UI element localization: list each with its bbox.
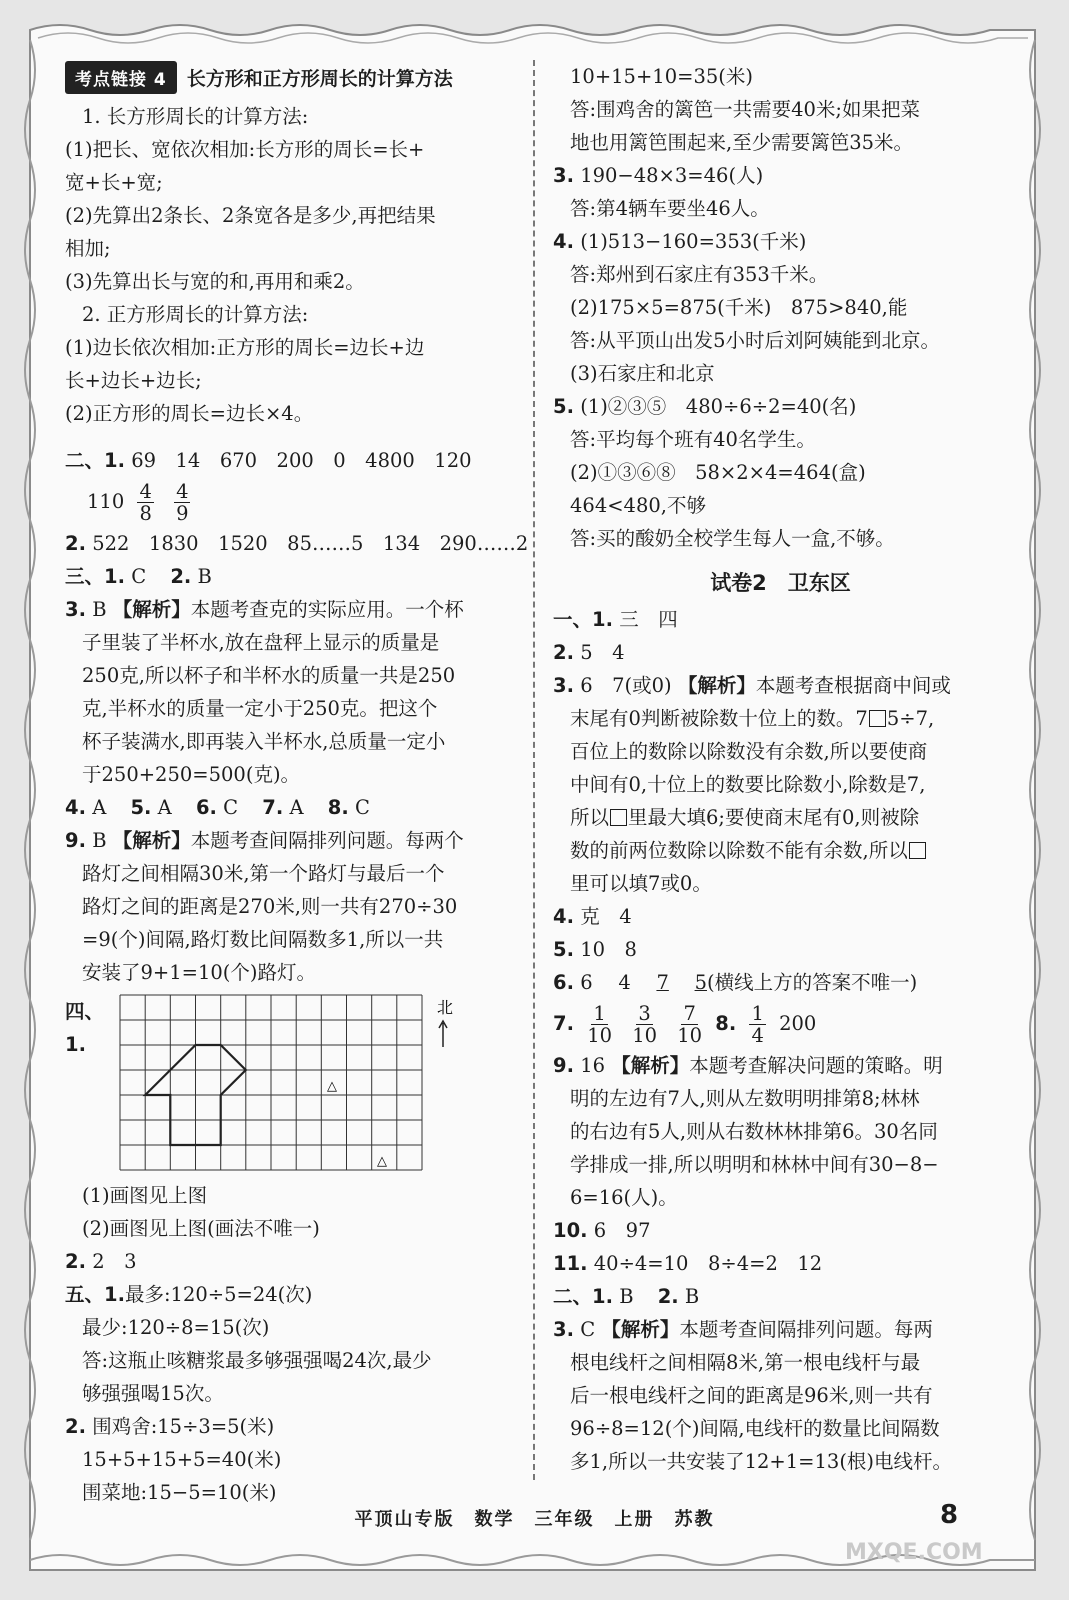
answer-line: 够强强喝15次。 [82,1382,224,1405]
answer-4-2 [65,1245,515,1278]
blank-box [909,842,926,859]
analysis-line: 杯子装满水,即再装入半杯水,总质量一定小 [82,730,446,753]
analysis-line: 安装了9+1=10(个)路灯。 [82,961,317,984]
question-number: 2. [553,641,574,664]
answer-r5 [553,390,1008,423]
analysis-line: 6=16(人)。 [570,1186,678,1209]
answer-text: 6 7(或0) [580,674,672,697]
analysis-tag: 【解析】 [112,829,191,852]
answer-text: 10 8 [580,938,637,961]
question-number: 2. [65,1250,86,1273]
question-number: 9. [65,829,86,852]
analysis-text: 本题考查间隔排列问题。每两个 [190,829,464,852]
paper-title: 试卷2 卫东区 [710,571,851,595]
answer-text: B [92,598,107,621]
triangle-mark: △ [327,1079,337,1094]
kd-line: 2. 正方形周长的计算方法: [82,303,309,326]
answer-text: 7 [656,971,669,994]
answer-p1 [553,603,1008,636]
fraction: $\frac{4}{8}$ [139,480,152,525]
analysis-text: 本题考查克的实际应用。一个杯 [190,598,464,621]
fraction: $\frac{4}{9}$ [176,480,189,525]
answer-line: 15+5+15+5=40(米) [82,1448,282,1471]
answer-line: 答:这瓶止咳糖浆最多够强强喝24次,最少 [82,1349,432,1372]
kd-line: 长+边长+边长; [65,369,202,392]
answer-line: (2)①③⑥⑧ 58×2×4=464(盒) [570,461,866,484]
analysis-text: 本题考查解决问题的策略。明 [689,1054,943,1077]
answer-text: (1)513−160=353(千米) [580,230,807,253]
question-number: 6. [553,971,574,994]
kd-line: (3)先算出长与宽的和,再用和乘2。 [65,270,365,293]
question-number: 7. [262,796,284,819]
question-number: 3. [553,674,574,697]
answer-p2 [553,636,1008,669]
question-number: 2. [170,565,192,588]
column-divider [533,60,535,1480]
answer-text: 4 [618,971,631,994]
question-number: 4. [553,905,574,928]
analysis-line: 末尾有0判断被除数十位上的数。7 5÷7, [570,707,935,730]
analysis-line: 百位上的数除以除数没有余数,所以要使商 [570,740,928,763]
page-footer: 平顶山专版 数学 三年级 上册 苏教 [354,1509,715,1530]
fraction: $\frac{3}{10}$ [632,1002,658,1047]
blank-box [610,809,627,826]
answer-line: (2)画图见上图(画法不唯一) [82,1217,320,1240]
analysis-line: 所以 里最大填6;要使商末尾有0,则被除 [570,806,920,829]
analysis-line: 子里装了半杯水,放在盘秤上显示的质量是 [82,631,440,654]
answer-text: 2 3 [92,1250,137,1273]
answer-line: 答:第4辆车要坐46人。 [570,197,770,220]
question-number: 8. [327,796,349,819]
answer-2-1 [65,444,515,477]
kd-line: (2)正方形的周长=边长×4。 [65,402,314,425]
question-number: 3. [553,1318,574,1341]
kd-line: 相加; [65,237,111,260]
answer-3-9 [65,824,515,857]
blank-box [869,710,886,727]
fraction: $\frac{1}{10}$ [587,1002,613,1047]
answer-3-3 [65,593,515,626]
left-column [65,60,529,1509]
question-number: 四、1. [65,1000,105,1056]
grid-figure [120,995,454,1175]
answer-text: C [580,1318,596,1341]
analysis-line: 里可以填7或0。 [570,872,712,895]
answer-q1 [553,1280,1008,1313]
question-number: 8. [715,1012,737,1035]
right-column [553,60,1008,1478]
answer-line: 地也用篱笆围起来,至少需要篱笆35米。 [570,131,914,154]
fraction: $\frac{7}{10}$ [677,1002,703,1047]
analysis-line: 于250+250=500(克)。 [82,763,301,786]
answer-line: 答:买的酸奶全校学生每人一盒,不够。 [570,527,895,550]
answer-text: C [354,796,370,819]
answer-line: 最少:120÷8=15(次) [82,1316,270,1339]
question-number: 11. [553,1252,588,1275]
answer-text: 190−48×3=46(人) [580,164,764,187]
analysis-tag: 【解析】 [112,598,191,621]
answer-text: B [197,565,212,588]
answer-p11 [553,1247,1008,1280]
answer-text: (1)②③⑤ 480÷6÷2=40(名) [580,395,857,418]
answer-text: C [223,796,239,819]
answer-text: 5 [694,971,707,994]
analysis-text: 本题考查间隔排列问题。每两 [679,1318,933,1341]
answer-text: 6 97 [593,1219,651,1242]
answer-3-1 [65,560,515,593]
analysis-line: =9(个)间隔,路灯数比间隔数多1,所以一共 [82,928,444,951]
question-number: 3. [553,164,574,187]
kd-line: 1. 长方形周长的计算方法: [82,105,309,128]
question-number: 10. [553,1219,588,1242]
page-number: 8 [940,1500,959,1530]
answer-r4 [553,225,1008,258]
answer-p3 [553,669,1008,702]
analysis-line: 明的左边有7人,则从左数明明排第8;林林 [570,1087,920,1110]
question-number: 一、1. [553,608,613,631]
answers-3-4-to-8 [65,791,515,824]
answer-text: 40÷4=10 8÷4=2 12 [593,1252,823,1275]
answer-p10 [553,1214,1008,1247]
answer-text: 围鸡舍:15÷3=5(米) [92,1415,275,1438]
question-number: 二、1. [65,449,125,472]
answer-text: 16 [580,1054,606,1077]
analysis-tag: 【解析】 [611,1054,690,1077]
analysis-line: 多1,所以一共安装了12+1=13(根)电线杆。 [570,1450,953,1473]
answer-note: (横线上方的答案不唯一) [706,971,918,994]
triangle-mark: △ [377,1154,387,1169]
answer-line: 464<480,不够 [570,494,706,517]
question-number: 5. [553,395,574,418]
answer-text: B [684,1285,700,1308]
question-number: 4. [65,796,86,819]
answer-text: 110 [87,490,125,513]
answer-line: 围菜地:15−5=10(米) [82,1481,277,1504]
answer-5-1 [65,1278,515,1311]
answer-text: B [92,829,107,852]
answer-text: 三 四 [619,608,678,631]
answer-text: C [131,565,147,588]
analysis-text: 本题考查根据商中间或 [755,674,951,697]
answer-text: 6 [580,971,593,994]
grid-drawing-answer [65,995,515,1175]
question-number: 2. [657,1285,679,1308]
kd-line: (1)把长、宽依次相加:长方形的周长=长+ [65,138,425,161]
answer-text: 5 4 [580,641,625,664]
analysis-line: 路灯之间相隔30米,第一个路灯与最后一个 [82,862,445,885]
analysis-line: 96÷8=12(个)间隔,电线杆的数量比间隔数 [570,1417,940,1440]
question-number: 6. [195,796,217,819]
knowledge-link-header [65,60,515,94]
question-number: 3. [65,598,86,621]
answer-line: (1)画图见上图 [82,1184,208,1207]
north-arrow-icon [439,1021,447,1047]
answer-text: 最多:120÷5=24(次) [124,1283,313,1306]
answer-text: 69 14 670 200 0 4800 120 [131,449,472,472]
question-number: 4. [553,230,574,253]
question-number: 2. [65,532,86,555]
question-number: 二、1. [553,1285,613,1308]
fraction: $\frac{1}{4}$ [751,1002,764,1047]
answer-2-2 [65,527,529,560]
answer-text: A [157,796,172,819]
answer-text: 200 [779,1012,817,1035]
answer-p4 [553,900,1008,933]
answer-text: A [92,796,107,819]
answer-r3 [553,159,1008,192]
analysis-line: 根电线杆之间相隔8米,第一根电线杆与最 [570,1351,921,1374]
analysis-line: 后一根电线杆之间的距离是96米,则一共有 [570,1384,933,1407]
answer-line: 答:围鸡舍的篱笆一共需要40米;如果把菜 [570,98,920,121]
analysis-line: 数的前两位数除以除数不能有余数,所以 [553,834,1008,867]
analysis-line: 中间有0,十位上的数要比除数小,除数是7, [570,773,926,796]
answer-2-1-cont [65,477,515,527]
analysis-line: 学排成一排,所以明明和林林中间有30−8− [570,1153,939,1176]
answer-line: 答:从平顶山出发5小时后刘阿姨能到北京。 [570,329,940,352]
analysis-line: 路灯之间的距离是270米,则一共有270÷30 [82,895,458,918]
answer-line: (3)石家庄和北京 [570,362,715,385]
analysis-line: 的右边有5人,则从右数林林排第6。30名同 [570,1120,938,1143]
answer-p5 [553,933,1008,966]
answer-line: (2)175×5=875(千米) 875>840,能 [570,296,908,319]
question-number: 9. [553,1054,574,1077]
question-number: 7. [553,1012,574,1035]
answer-line: 答:平均每个班有40名学生。 [570,428,816,451]
answer-q3 [553,1313,1008,1346]
answer-p6 [553,966,1008,999]
answer-text: B [619,1285,634,1308]
question-number: 五、1. [65,1283,125,1306]
question-number: 5. [553,938,574,961]
analysis-line: 250克,所以杯子和半杯水的质量一共是250 [82,664,456,687]
knowledge-link-badge: 考点链接 4 [65,61,177,94]
analysis-line: 克,半杯水的质量一定小于250克。把这个 [82,697,438,720]
kd-line: (2)先算出2条长、2条宽各是多少,再把结果 [65,204,436,227]
answer-text: 克 4 [580,905,632,928]
watermark: MXQE.COM [845,1540,983,1565]
answer-5-2 [65,1410,515,1443]
knowledge-link-title: 长方形和正方形周长的计算方法 [186,67,453,90]
analysis-tag: 【解析】 [601,1318,680,1341]
answer-text: 522 1830 1520 85……5 134 290……2 [92,532,529,555]
answer-line: 10+15+10=35(米) [570,65,753,88]
question-number: 5. [130,796,152,819]
analysis-tag: 【解析】 [677,674,756,697]
kd-line: 宽+长+宽; [65,171,163,194]
answer-text: A [289,796,304,819]
answer-p9 [553,1049,1008,1082]
north-label: 北 [437,998,454,1017]
question-number: 2. [65,1415,86,1438]
answer-line: 答:郑州到石家庄有353千米。 [570,263,829,286]
question-number: 三、1. [65,565,125,588]
answer-p7-p8 [553,999,1008,1049]
kd-line: (1)边长依次相加:正方形的周长=边长+边 [65,336,425,359]
